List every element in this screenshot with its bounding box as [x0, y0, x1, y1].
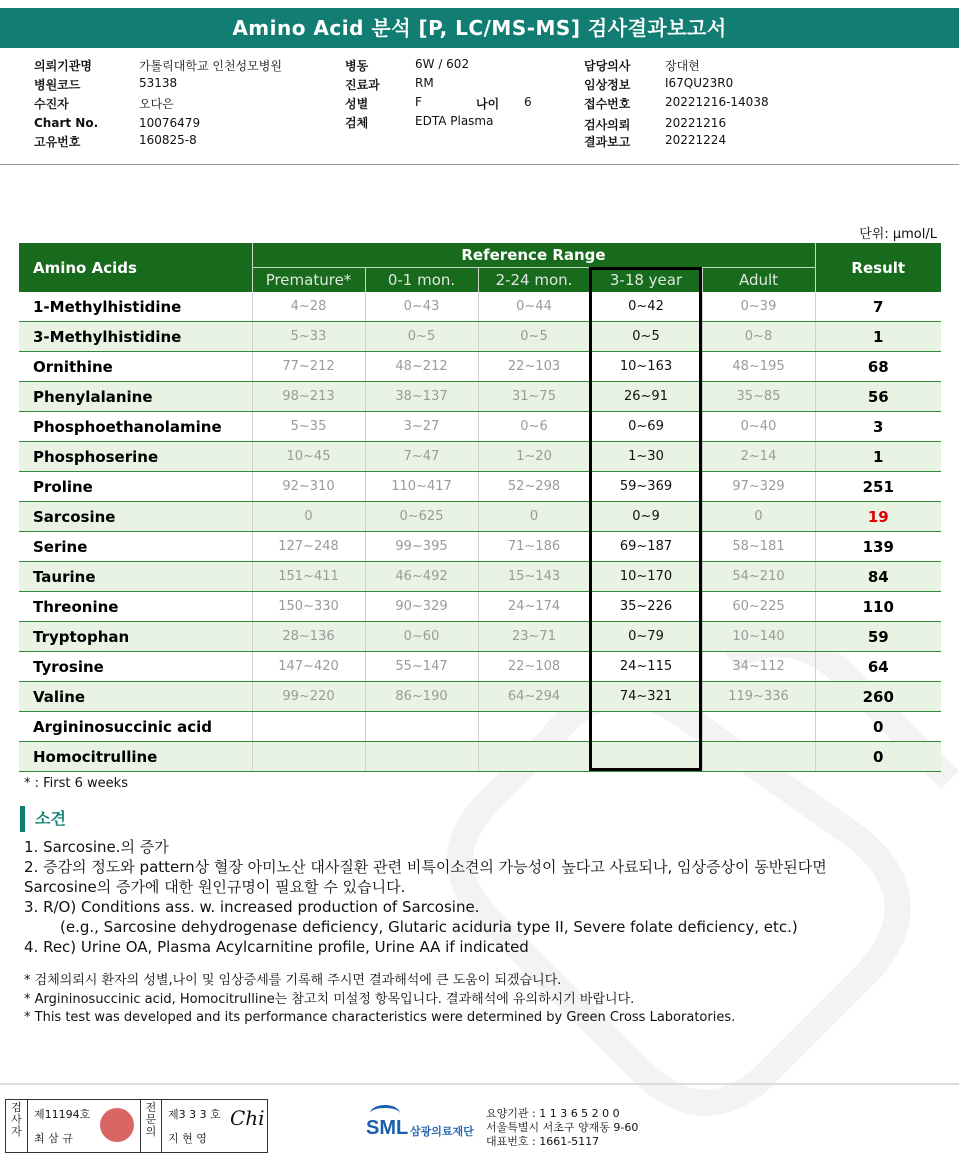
reference-range-cell: 55~147 — [365, 652, 478, 682]
reference-range-cell: 97~329 — [702, 472, 815, 502]
label-unique-no: 고유번호 — [34, 135, 81, 149]
reference-range-cell: 24~174 — [478, 592, 590, 622]
result-value: 56 — [815, 382, 941, 412]
reference-range-cell — [702, 712, 815, 742]
table-row — [19, 412, 941, 442]
comment-section-title: 소견 — [20, 806, 66, 832]
amino-acid-name: Ornithine — [19, 352, 252, 382]
reference-range-cell: 58~181 — [702, 532, 815, 562]
reference-range-cell: 22~103 — [478, 352, 590, 382]
reference-range-cell: 90~329 — [365, 592, 478, 622]
result-value: 3 — [815, 412, 941, 442]
reference-range-cell: 0~5 — [365, 322, 478, 352]
notes — [24, 972, 735, 1028]
result-value: 0 — [815, 712, 941, 742]
reference-range-cell: 0 — [252, 502, 365, 532]
reference-range-cell: 150~330 — [252, 592, 365, 622]
reference-range-cell: 0~69 — [590, 412, 702, 442]
footnote: * : First 6 weeks — [24, 776, 128, 791]
org-code: 요양기관 : 1 1 3 6 5 2 0 0 — [486, 1107, 620, 1120]
reference-range-cell — [365, 742, 478, 772]
header-reference-range: Reference Range — [252, 243, 815, 268]
reference-range-cell: 22~108 — [478, 652, 590, 682]
reference-range-cell: 77~212 — [252, 352, 365, 382]
comment-line: (e.g., Sarcosine dehydrogenase deficiency, Glutaric aciduria type II, Severe folate deficiency, etc.) — [60, 918, 798, 936]
logo-text: SML — [366, 1117, 409, 1139]
reference-range-cell: 0~42 — [590, 292, 702, 322]
label-hospital-code: 병원코드 — [34, 78, 81, 92]
table-row — [19, 712, 941, 742]
specialist-name: 지 현 영 — [168, 1132, 207, 1145]
result-value: 7 — [815, 292, 941, 322]
amino-acid-name: Phenylalanine — [19, 382, 252, 412]
amino-acid-name: Tryptophan — [19, 622, 252, 652]
reference-range-cell: 28~136 — [252, 622, 365, 652]
amino-acid-name: Proline — [19, 472, 252, 502]
result-value: 251 — [815, 472, 941, 502]
value-chart-no: 10076479 — [139, 116, 201, 130]
amino-acid-name: Valine — [19, 682, 252, 712]
label-ward: 병동 — [345, 59, 369, 73]
result-value: 84 — [815, 562, 941, 592]
header-amino-acids: Amino Acids — [19, 243, 252, 292]
result-value: 68 — [815, 352, 941, 382]
unit-label: 단위: μmol/L — [859, 227, 937, 242]
reference-range-cell: 99~395 — [365, 532, 478, 562]
reference-range-cell: 31~75 — [478, 382, 590, 412]
reference-range-cell: 5~35 — [252, 412, 365, 442]
reference-range-cell: 59~369 — [590, 472, 702, 502]
reference-range-cell: 48~212 — [365, 352, 478, 382]
table-row — [19, 502, 941, 532]
comments — [24, 837, 944, 957]
table-row — [19, 682, 941, 712]
reference-range-cell — [702, 742, 815, 772]
note-line: * Argininosuccinic acid, Homocitrulline는 참고치 미설정 항목입니다. 결과해석에 유의하시기 바랍니다. — [24, 991, 635, 1007]
reference-range-cell — [590, 742, 702, 772]
reference-range-cell: 0~8 — [702, 322, 815, 352]
header-2-24-mon: 2-24 mon. — [478, 268, 590, 293]
reference-range-cell: 110~417 — [365, 472, 478, 502]
amino-acid-name: Phosphoserine — [19, 442, 252, 472]
reference-range-cell: 127~248 — [252, 532, 365, 562]
table-row — [19, 742, 941, 772]
reference-range-cell: 0~5 — [590, 322, 702, 352]
header-premature: Premature* — [252, 268, 365, 293]
reference-range-cell: 151~411 — [252, 562, 365, 592]
specialist-license-no: 제3 3 3 호 — [168, 1108, 221, 1121]
label-institution: 의뢰기관명 — [34, 59, 92, 73]
reference-range-cell: 52~298 — [478, 472, 590, 502]
value-patient: 오다은 — [139, 97, 174, 111]
reference-range-cell: 10~45 — [252, 442, 365, 472]
tester-label: 검사자 — [6, 1100, 28, 1152]
reference-range-cell: 74~321 — [590, 682, 702, 712]
reference-range-cell: 3~27 — [365, 412, 478, 442]
reference-range-cell: 86~190 — [365, 682, 478, 712]
reference-range-cell: 69~187 — [590, 532, 702, 562]
amino-acid-name: Taurine — [19, 562, 252, 592]
result-value: 64 — [815, 652, 941, 682]
value-institution: 가톨릭대학교 인천성모병원 — [139, 59, 282, 73]
table-row — [19, 472, 941, 502]
amino-acid-name: 3-Methylhistidine — [19, 322, 252, 352]
reference-range-cell: 0~60 — [365, 622, 478, 652]
value-sex: F — [415, 95, 422, 109]
header-3-18-year: 3-18 year — [590, 268, 702, 293]
reference-range-cell: 26~91 — [590, 382, 702, 412]
result-value: 59 — [815, 622, 941, 652]
value-ward: 6W / 602 — [415, 57, 470, 71]
reference-range-cell — [478, 712, 590, 742]
sml-logo — [366, 1103, 486, 1147]
reference-range-cell: 10~163 — [590, 352, 702, 382]
reference-range-cell: 34~112 — [702, 652, 815, 682]
amino-acid-name: Phosphoethanolamine — [19, 412, 252, 442]
table-row — [19, 652, 941, 682]
note-line: * 검체의뢰시 환자의 성별,나이 및 임상증세를 기록해 주시면 결과해석에 큰 도움이 되겠습니다. — [24, 973, 562, 988]
note-line: * This test was developed and its performance characteristics were determined by Green Cross Laboratories. — [24, 1010, 736, 1025]
comment-line: 2. 증감의 정도와 pattern상 혈장 아미노산 대사질환 관련 비특이소견의 가능성이 높다고 사료되나, 임상증상이 동반된다면 — [24, 858, 827, 876]
reference-range-cell: 1~30 — [590, 442, 702, 472]
reference-range-cell: 92~310 — [252, 472, 365, 502]
result-value: 260 — [815, 682, 941, 712]
org-name: 삼광의료재단 — [410, 1125, 474, 1138]
org-phone: 대표번호 : 1661-5117 — [486, 1135, 600, 1148]
amino-acid-name: Serine — [19, 532, 252, 562]
report-title: Amino Acid 분석 [P, LC/MS-MS] 검사결과보고서 — [0, 8, 959, 48]
label-specimen: 검체 — [345, 116, 369, 130]
reference-range-cell — [252, 712, 365, 742]
reference-range-cell: 24~115 — [590, 652, 702, 682]
label-sex: 성별 — [345, 97, 369, 111]
result-value: 1 — [815, 442, 941, 472]
amino-acid-name: Sarcosine — [19, 502, 252, 532]
value-department: RM — [415, 76, 434, 90]
reference-range-cell: 147~420 — [252, 652, 365, 682]
tester-name: 최 삼 규 — [34, 1132, 73, 1145]
table-row — [19, 442, 941, 472]
reference-range-cell: 23~71 — [478, 622, 590, 652]
reference-range-cell: 64~294 — [478, 682, 590, 712]
amino-acid-name: Homocitrulline — [19, 742, 252, 772]
handwritten-signature: Chi — [230, 1106, 265, 1130]
reference-range-cell: 0~40 — [702, 412, 815, 442]
reference-range-cell: 0~43 — [365, 292, 478, 322]
reference-range-cell: 35~226 — [590, 592, 702, 622]
seal-stamp-icon — [100, 1108, 134, 1142]
label-department: 진료과 — [345, 78, 380, 92]
reference-range-cell: 98~213 — [252, 382, 365, 412]
value-hospital-code: 53138 — [139, 76, 178, 90]
reference-range-cell — [252, 742, 365, 772]
reference-range-cell: 0~79 — [590, 622, 702, 652]
label-receipt-no: 접수번호 — [584, 97, 631, 111]
label-clinical-info: 임상정보 — [584, 78, 631, 92]
amino-acid-name: Tyrosine — [19, 652, 252, 682]
result-value: 139 — [815, 532, 941, 562]
label-patient: 수진자 — [34, 97, 69, 111]
reference-range-cell — [590, 712, 702, 742]
reference-range-cell: 71~186 — [478, 532, 590, 562]
reference-range-cell: 48~195 — [702, 352, 815, 382]
reference-range-cell: 0~44 — [478, 292, 590, 322]
signature-block — [5, 1099, 268, 1153]
reference-range-cell: 0~5 — [478, 322, 590, 352]
comment-line: 3. R/O) Conditions ass. w. increased production of Sarcosine. — [24, 898, 480, 916]
reference-range-cell: 0~9 — [590, 502, 702, 532]
result-value: 19 — [815, 502, 941, 532]
result-value: 110 — [815, 592, 941, 622]
table-row — [19, 292, 941, 322]
value-receipt-no: 20221216-14038 — [665, 95, 769, 109]
reference-range-cell: 119~336 — [702, 682, 815, 712]
amino-acid-name: 1-Methylhistidine — [19, 292, 252, 322]
amino-acid-name: Threonine — [19, 592, 252, 622]
reference-range-cell: 0~39 — [702, 292, 815, 322]
reference-range-cell: 46~492 — [365, 562, 478, 592]
reference-range-cell: 2~14 — [702, 442, 815, 472]
value-clinical-info: I67QU23R0 — [665, 76, 734, 90]
reference-range-cell: 5~33 — [252, 322, 365, 352]
value-doctor: 장대현 — [665, 59, 700, 73]
result-value: 0 — [815, 742, 941, 772]
header-adult: Adult — [702, 268, 815, 293]
reference-range-cell: 1~20 — [478, 442, 590, 472]
table-row — [19, 352, 941, 382]
label-doctor: 담당의사 — [584, 59, 631, 73]
footer-divider — [0, 1083, 959, 1085]
table-row — [19, 622, 941, 652]
table-row — [19, 592, 941, 622]
label-report-date: 결과보고 — [584, 135, 631, 149]
comment-line: Sarcosine의 증가에 대한 원인규명이 필요할 수 있습니다. — [24, 878, 406, 896]
reference-range-cell: 0 — [702, 502, 815, 532]
amino-acid-table — [19, 243, 941, 772]
comment-line: 4. Rec) Urine OA, Plasma Acylcarnitine profile, Urine AA if indicated — [24, 938, 529, 956]
label-chart-no: Chart No. — [34, 116, 99, 130]
label-request-date: 검사의뢰 — [584, 118, 631, 132]
value-report-date: 20221224 — [665, 133, 727, 147]
reference-range-cell: 38~137 — [365, 382, 478, 412]
table-row — [19, 562, 941, 592]
table-row — [19, 322, 941, 352]
reference-range-cell: 54~210 — [702, 562, 815, 592]
value-unique-no: 160825-8 — [139, 133, 197, 147]
table-row — [19, 532, 941, 562]
reference-range-cell — [365, 712, 478, 742]
specialist-label: 전문의 — [140, 1100, 162, 1152]
reference-range-cell: 10~170 — [590, 562, 702, 592]
label-age: 나이 — [476, 97, 500, 111]
reference-range-cell: 60~225 — [702, 592, 815, 622]
header-0-1-mon: 0-1 mon. — [365, 268, 478, 293]
org-address: 서울특별시 서초구 양재동 9-60 — [486, 1121, 639, 1134]
result-value: 1 — [815, 322, 941, 352]
reference-range-cell: 0~6 — [478, 412, 590, 442]
reference-range-cell: 4~28 — [252, 292, 365, 322]
value-age: 6 — [524, 95, 532, 109]
reference-range-cell: 0 — [478, 502, 590, 532]
table-row — [19, 382, 941, 412]
org-contact — [486, 1107, 638, 1149]
tester-license-no: 제11194호 — [34, 1108, 91, 1121]
reference-range-cell: 10~140 — [702, 622, 815, 652]
reference-range-cell: 0~625 — [365, 502, 478, 532]
value-specimen: EDTA Plasma — [415, 114, 494, 128]
amino-acid-name: Argininosuccinic acid — [19, 712, 252, 742]
value-request-date: 20221216 — [665, 116, 727, 130]
reference-range-cell: 35~85 — [702, 382, 815, 412]
reference-range-cell: 7~47 — [365, 442, 478, 472]
reference-range-cell: 15~143 — [478, 562, 590, 592]
comment-line: 1. Sarcosine.의 증가 — [24, 838, 169, 856]
reference-range-cell — [478, 742, 590, 772]
header-result: Result — [815, 243, 941, 292]
reference-range-cell: 99~220 — [252, 682, 365, 712]
patient-info — [0, 50, 959, 165]
